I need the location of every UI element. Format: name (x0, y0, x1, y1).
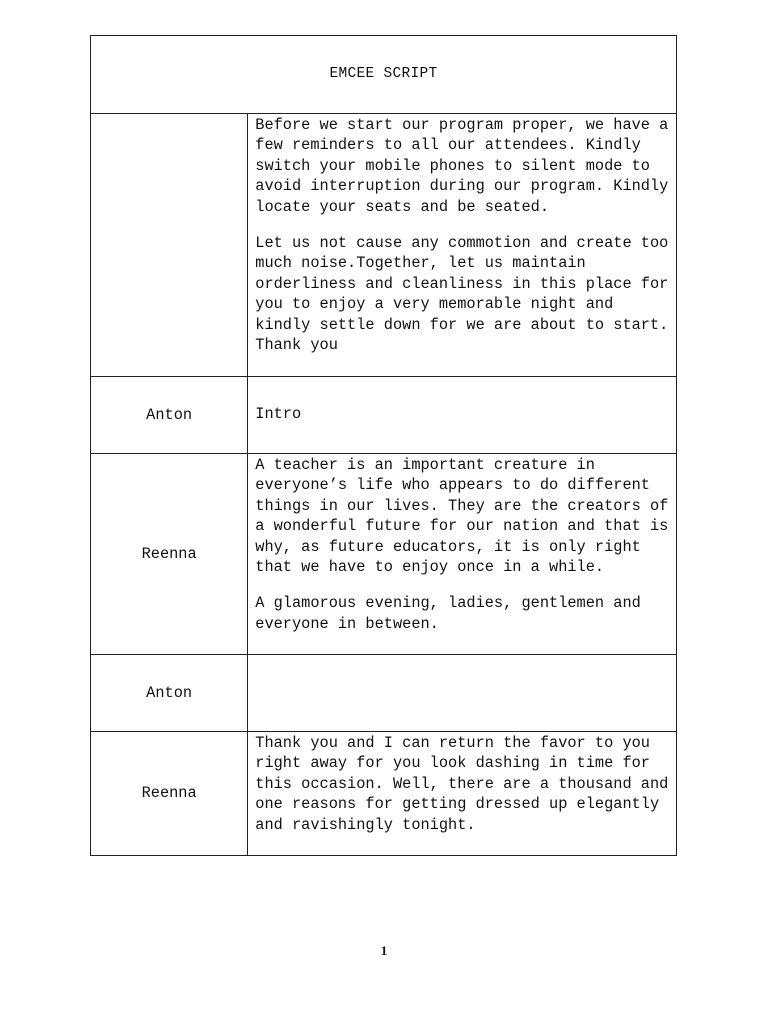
script-paragraph: Thank you and I can return the favor to you right away for you look dashing in time for this occasion. Well, there are a thousand and one reasons for getting dressed up elegantly and ravishingly tonight. (255, 734, 669, 834)
script-row (91, 732, 677, 856)
document-title: EMCEE SCRIPT (91, 36, 677, 114)
script-paragraph: Let us not cause any commotion and create too much noise.Together, let us maintain orderliness and cleanliness in this place for you to enjoy a very memorable night and kindly settle down for we are about to start. Thank you (255, 234, 669, 355)
script-paragraph: A teacher is an important creature in everyone’s life who appears to do different things in our lives. They are the creators of a wonderful future for our nation and that is why, as future educators, it is only right that we have to enjoy once in a while. (255, 456, 669, 577)
speaker-cell: Reenna (91, 732, 248, 856)
script-line-cell (248, 655, 677, 732)
script-line-cell (248, 377, 677, 454)
speaker-cell (91, 114, 248, 377)
script-line-cell (248, 732, 677, 856)
script-row (91, 377, 677, 454)
emcee-script-table (90, 35, 677, 856)
script-paragraph: Intro (255, 405, 302, 424)
script-row (91, 114, 677, 377)
script-line-cell (248, 114, 677, 377)
script-paragraph: A glamorous evening, ladies, gentlemen and everyone in between. (255, 594, 641, 633)
speaker-cell: Anton (91, 655, 248, 732)
page-number: 1 (380, 943, 388, 958)
script-line-cell (248, 454, 677, 655)
script-paragraph: Before we start our program proper, we have a few reminders to all our attendees. Kindly switch your mobile phones to silent mode to avoid interruption during our program. Kindly locate your seats and be seated. (255, 116, 669, 216)
speaker-cell: Reenna (91, 454, 248, 655)
script-row (91, 454, 677, 655)
title-row (91, 36, 677, 114)
speaker-cell: Anton (91, 377, 248, 454)
script-row (91, 655, 677, 732)
